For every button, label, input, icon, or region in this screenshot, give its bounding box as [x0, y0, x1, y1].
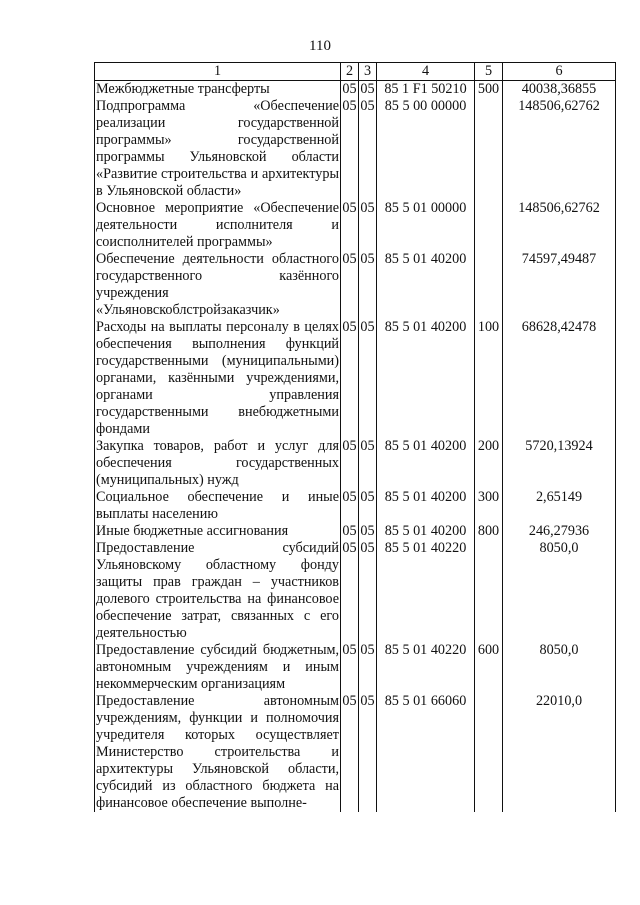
row-name: Иные бюджетные ассигнования — [95, 523, 341, 540]
row-amount: 148506,62762 — [503, 98, 616, 200]
row-amount: 68628,42478 — [503, 319, 616, 438]
row-target-article: 85 5 01 40200 — [377, 438, 475, 489]
row-expense-type: 100 — [475, 319, 503, 438]
row-amount: 40038,36855 — [503, 81, 616, 99]
table-row — [95, 200, 616, 251]
row-subsection: 05 — [359, 98, 377, 200]
row-section: 05 — [341, 200, 359, 251]
row-target-article: 85 5 01 40200 — [377, 489, 475, 523]
row-expense-type — [475, 98, 503, 200]
row-name: Социальное обеспечение и иные выплаты населению — [96, 489, 339, 522]
table-row — [95, 540, 616, 642]
row-amount: 5720,13924 — [503, 438, 616, 489]
row-expense-type — [475, 200, 503, 251]
row-subsection: 05 — [359, 319, 377, 438]
row-target-article: 85 5 01 00000 — [377, 200, 475, 251]
row-expense-type: 500 — [475, 81, 503, 99]
row-subsection: 05 — [359, 251, 377, 319]
table-row — [95, 523, 616, 540]
table-row — [95, 319, 616, 438]
row-subsection: 05 — [359, 489, 377, 523]
row-subsection: 05 — [360, 523, 375, 539]
row-expense-type: 300 — [475, 489, 503, 523]
row-section: 05 — [341, 438, 359, 489]
table-row — [95, 251, 616, 319]
row-name: Подпрограмма «Обеспечение реализации государственной программы» государственной программы Ульяновской области «Развитие строительства и архитектуры в Ульяновской области» — [96, 98, 339, 199]
row-target-article: 85 5 01 40200 — [377, 319, 475, 438]
table-header-row — [95, 63, 616, 81]
row-subsection: 05 — [359, 693, 377, 812]
row-name: Предоставление субсидий Ульяновскому областному фонду защиты прав граждан – участников долевого строительства на финансовое обеспечение затрат, связанных с его деятельностью — [96, 540, 339, 641]
row-section: 05 — [341, 540, 359, 642]
row-target-article: 85 5 01 40220 — [377, 642, 475, 693]
row-name: Обеспечение деятельности областного государственного казённого учреждения «Ульяновскоблстройзаказчик» — [96, 251, 339, 318]
row-amount: 8050,0 — [503, 642, 616, 693]
row-target-article: 85 5 01 40200 — [377, 523, 475, 540]
row-subsection: 05 — [360, 81, 375, 97]
table-row — [95, 693, 616, 812]
table-row — [95, 642, 616, 693]
row-target-article: 85 1 F1 50210 — [377, 81, 475, 99]
row-target-article: 85 5 00 00000 — [377, 98, 475, 200]
row-amount: 2,65149 — [503, 489, 616, 523]
row-expense-type: 200 — [475, 438, 503, 489]
column-header-amount: 6 — [503, 63, 616, 81]
row-name: Межбюджетные трансферты — [95, 81, 341, 99]
row-expense-type: 600 — [475, 642, 503, 693]
budget-table — [94, 62, 616, 812]
table-row — [95, 98, 616, 200]
table-row — [95, 489, 616, 523]
row-amount: 148506,62762 — [503, 200, 616, 251]
row-expense-type: 800 — [475, 523, 503, 540]
row-section: 05 — [341, 489, 359, 523]
table-row — [95, 438, 616, 489]
row-section: 05 — [341, 98, 359, 200]
row-amount: 22010,0 — [503, 693, 616, 812]
row-amount: 8050,0 — [503, 540, 616, 642]
row-subsection: 05 — [359, 438, 377, 489]
row-name: Расходы на выплаты персоналу в целях обеспечения выполнения функций государственными (муниципальными) органами, казёнными учреждениями, органами управления государственными внебюджетными фондами — [96, 319, 339, 437]
row-name: Предоставление субсидий бюджетным, автономным учреждениям и иным некоммерческим организациям — [96, 642, 339, 692]
row-section: 05 — [341, 642, 359, 693]
column-header-target-article: 4 — [377, 63, 475, 81]
column-header-subsection: 3 — [359, 63, 377, 81]
row-name: Предоставление автономным учреждениям, функции и полномочия учредителя которых осуществляет Министерство строительства и архитектуры Ульяновской области, субсидий из областного бюджета на финансовое обеспечение выполне- — [96, 693, 339, 811]
column-header-section: 2 — [341, 63, 359, 81]
row-expense-type — [475, 251, 503, 319]
row-name: Закупка товаров, работ и услуг для обеспечения государственных (муниципальных) нужд — [96, 438, 339, 488]
row-subsection: 05 — [359, 540, 377, 642]
row-section: 05 — [341, 319, 359, 438]
row-subsection: 05 — [359, 200, 377, 251]
row-expense-type — [475, 693, 503, 812]
row-subsection: 05 — [359, 642, 377, 693]
row-target-article: 85 5 01 40220 — [377, 540, 475, 642]
row-target-article: 85 5 01 66060 — [377, 693, 475, 812]
table-row — [95, 81, 616, 99]
row-section: 05 — [341, 693, 359, 812]
column-header-expense-type: 5 — [475, 63, 503, 81]
row-section: 05 — [342, 81, 357, 97]
row-amount: 74597,49487 — [503, 251, 616, 319]
row-expense-type — [475, 540, 503, 642]
column-header-name: 1 — [95, 63, 341, 81]
row-section: 05 — [342, 523, 357, 539]
row-name: Основное мероприятие «Обеспечение деятельности исполнителя и соисполнителей программы» — [96, 200, 339, 250]
row-target-article: 85 5 01 40200 — [377, 251, 475, 319]
row-section: 05 — [341, 251, 359, 319]
page-number: 110 — [309, 38, 331, 54]
row-amount: 246,27936 — [503, 523, 616, 540]
